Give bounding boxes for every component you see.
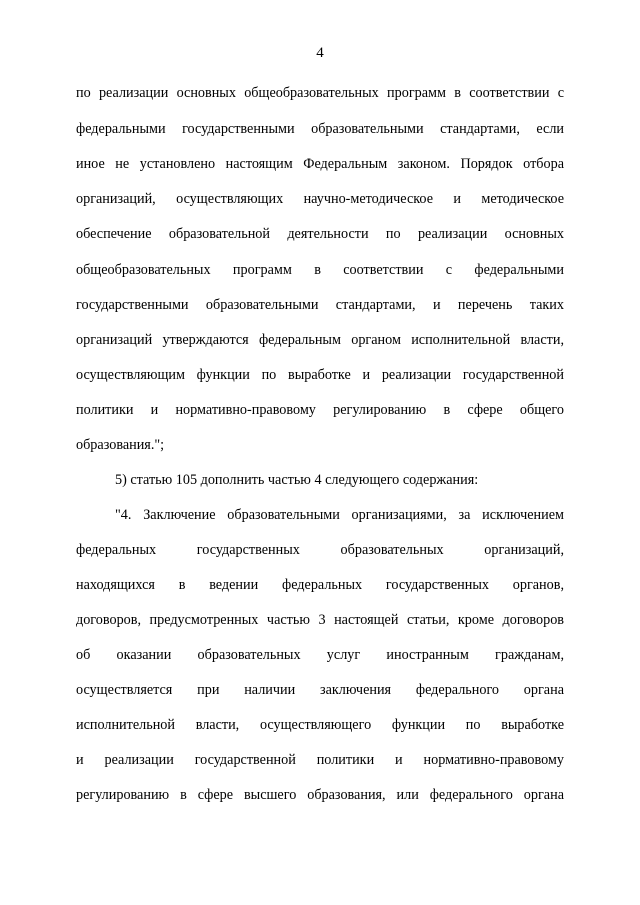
text-line: об оказании образовательных услуг иностранным гражданам, <box>76 647 564 663</box>
text-line: обеспечение образовательной деятельности по реализации основных <box>76 226 564 242</box>
text-line: федеральных государственных образовательных организаций, <box>76 542 564 558</box>
text-line: осуществляющим функции по выработке и реализации государственной <box>76 367 564 383</box>
text-line: федеральными государственными образовательными стандартами, если <box>76 121 564 137</box>
text-line: регулированию в сфере высшего образования, или федерального органа <box>76 787 564 803</box>
text-line: исполнительной власти, осуществляющего функции по выработке <box>76 717 564 733</box>
text-line: договоров, предусмотренных частью 3 настоящей статьи, кроме договоров <box>76 612 564 628</box>
paragraph-start-line: 5) статью 105 дополнить частью 4 следующего содержания: <box>115 472 479 488</box>
text-line: по реализации основных общеобразовательных программ в соответствии с <box>76 85 564 101</box>
text-line: иное не установлено настоящим Федеральным законом. Порядок отбора <box>76 156 564 172</box>
text-line: находящихся в ведении федеральных государственных органов, <box>76 577 564 593</box>
text-line: политики и нормативно-правовому регулированию в сфере общего <box>76 402 564 418</box>
text-line: осуществляется при наличии заключения федерального органа <box>76 682 564 698</box>
text-line: общеобразовательных программ в соответствии с федеральными <box>76 262 564 278</box>
text-line: и реализации государственной политики и нормативно-правовому <box>76 752 564 768</box>
text-line: государственными образовательными стандартами, и перечень таких <box>76 297 564 313</box>
text-line: организаций утверждаются федеральным органом исполнительной власти, <box>76 332 564 348</box>
page-number: 4 <box>316 45 324 61</box>
paragraph-start-line: "4. Заключение образовательными организациями, за исключением <box>115 507 564 523</box>
text-line: организаций, осуществляющих научно-методическое и методическое <box>76 191 564 207</box>
text-line: образования."; <box>76 437 165 453</box>
